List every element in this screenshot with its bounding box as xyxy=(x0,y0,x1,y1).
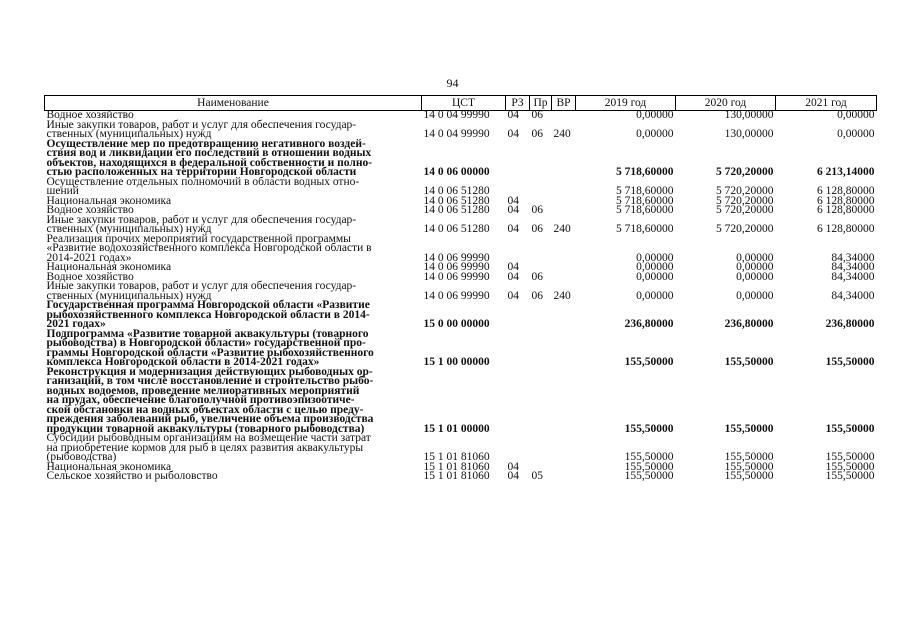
cell-rz xyxy=(506,330,530,368)
table-row xyxy=(45,121,877,140)
cell-2019: 236,80000 xyxy=(624,318,674,330)
cell-2019: 0,00000 xyxy=(636,109,674,121)
table-row xyxy=(45,216,877,235)
cell-vr xyxy=(552,197,576,207)
cell-2020: 0,00000 xyxy=(736,270,774,283)
cell-2019: 0,00000 xyxy=(636,289,674,302)
cell-2020: 155,50000 xyxy=(724,470,774,482)
cell-cst: 15 1 01 81060 xyxy=(423,470,490,482)
header-2020: 2020 год xyxy=(676,96,776,111)
page-number: 94 xyxy=(446,76,459,90)
cell-name: Государственная программа Новгородской области «Развитие рыбохозяйственного комплекса Новгородской области в 2014- 2021 годах» xyxy=(46,299,370,330)
cell-cst: 15 1 01 00000 xyxy=(423,422,490,435)
cell-rz xyxy=(506,301,530,330)
cell-rz xyxy=(506,434,530,463)
cell-vr xyxy=(552,235,576,264)
cell-2020: 0,00000 xyxy=(736,261,774,273)
cell-2021: 155,50000 xyxy=(825,356,875,368)
cell-2020: 0,00000 xyxy=(736,251,774,264)
cell-pr xyxy=(530,178,552,197)
cell-pr xyxy=(530,368,552,435)
cell-vr xyxy=(552,206,576,216)
cell-pr xyxy=(530,330,552,368)
cell-name: Реализация прочих мероприятий государственной программы «Развитие водохозяйственного комплекса Новгородской области в 2014-2021 годах» xyxy=(46,232,372,264)
table-row xyxy=(45,330,877,368)
table-row xyxy=(45,472,877,482)
cell-2019: 0,00000 xyxy=(636,261,674,273)
cell-2019: 5 718,60000 xyxy=(616,204,674,216)
cell-pr xyxy=(530,140,552,178)
cell-vr: 240 xyxy=(553,128,571,140)
cell-2020: 5 720,20000 xyxy=(716,194,774,207)
cell-cst: 15 1 01 81060 xyxy=(423,460,490,473)
cell-name: Водное хозяйство xyxy=(46,109,134,121)
cell-cst: 14 0 04 99990 xyxy=(423,128,490,140)
cell-2020: 155,50000 xyxy=(724,422,774,435)
cell-rz xyxy=(506,368,530,435)
cell-2021: 6 213,14000 xyxy=(817,166,875,178)
table-row xyxy=(45,178,877,197)
cell-cst: 15 0 00 00000 xyxy=(423,318,490,330)
cell-rz: 04 xyxy=(507,194,519,207)
header-rz: РЗ xyxy=(506,96,530,111)
cell-name: Иные закупки товаров, работ и услуг для обеспечения государ- ственных (муниципальных) нужд xyxy=(46,213,357,235)
cell-name: Водное хозяйство xyxy=(46,270,134,283)
cell-2019: 155,50000 xyxy=(624,422,674,435)
header-2019: 2019 год xyxy=(576,96,676,111)
cell-cst: 14 0 06 99990 xyxy=(423,251,490,264)
cell-rz: 04 xyxy=(507,270,519,283)
cell-vr xyxy=(552,111,576,121)
cell-2021: 155,50000 xyxy=(825,451,875,463)
cell-2019: 0,00000 xyxy=(636,270,674,283)
cell-pr: 06 xyxy=(531,128,543,140)
cell-2021: 155,50000 xyxy=(825,460,875,473)
cell-2020: 130,00000 xyxy=(724,109,774,121)
cell-2021: 84,34000 xyxy=(831,261,875,273)
cell-2019: 5 718,60000 xyxy=(616,223,674,235)
cell-2021: 84,34000 xyxy=(831,270,875,283)
cell-2020: 236,80000 xyxy=(724,318,774,330)
budget-table xyxy=(44,95,877,482)
cell-rz: 04 xyxy=(507,460,519,473)
cell-name: Водное хозяйство xyxy=(46,204,134,216)
header-cst: ЦСТ xyxy=(422,96,506,111)
cell-rz: 04 xyxy=(507,470,519,482)
cell-2019: 5 718,60000 xyxy=(616,194,674,207)
cell-name: Реконструкция и модернизация действующих рыбоводных ор- ганизаций, в том числе восстановление и строительство рыбо- водных водоемов, проведение мелиоративных мероприятий на прудах, обеспечение благополучной противоэпизоотиче- ской обстановки на водных объектах области с целью преду- преждения заболеваний рыб, увеличение объема производства продукции товарной аквакультуры (товарного рыбоводства) xyxy=(46,365,374,435)
cell-2019: 0,00000 xyxy=(636,251,674,264)
header-2021: 2021 год xyxy=(776,96,877,111)
cell-vr: 240 xyxy=(553,223,571,235)
cell-2020: 5 720,20000 xyxy=(716,185,774,197)
cell-pr xyxy=(530,235,552,264)
cell-2021: 6 128,80000 xyxy=(817,185,875,197)
cell-2020: 155,50000 xyxy=(724,460,774,473)
table-body xyxy=(45,111,877,482)
header-name: Наименование xyxy=(45,96,422,111)
cell-2019: 155,50000 xyxy=(624,470,674,482)
cell-pr: 06 xyxy=(531,204,543,216)
cell-cst: 14 0 06 51280 xyxy=(423,204,490,216)
cell-name: Осуществление отдельных полномочий в области водных отно- шений xyxy=(46,175,360,197)
cell-2020: 0,00000 xyxy=(736,289,774,302)
cell-pr xyxy=(530,434,552,463)
cell-cst: 14 0 06 99990 xyxy=(423,289,490,302)
cell-rz: 04 xyxy=(507,128,519,140)
cell-vr xyxy=(552,263,576,273)
cell-vr xyxy=(552,434,576,463)
cell-2020: 130,00000 xyxy=(724,128,774,140)
cell-2021: 6 128,80000 xyxy=(817,223,875,235)
cell-pr: 06 xyxy=(531,223,543,235)
cell-2020: 155,50000 xyxy=(724,451,774,463)
cell-rz: 04 xyxy=(507,223,519,235)
cell-vr xyxy=(552,178,576,197)
cell-vr xyxy=(552,140,576,178)
table-row xyxy=(45,235,877,264)
cell-name: Сельское хозяйство и рыболовство xyxy=(46,470,218,482)
cell-cst: 14 0 06 99990 xyxy=(423,261,490,273)
cell-pr: 06 xyxy=(531,289,543,302)
cell-cst: 14 0 06 51280 xyxy=(423,223,490,235)
header-vr: ВР xyxy=(552,96,576,111)
cell-rz: 04 xyxy=(507,289,519,302)
cell-vr xyxy=(552,273,576,283)
cell-rz xyxy=(506,140,530,178)
table-row xyxy=(45,301,877,330)
cell-vr: 240 xyxy=(553,289,571,302)
cell-name: Национальная экономика xyxy=(46,261,172,273)
cell-cst: 14 0 06 51280 xyxy=(423,194,490,207)
cell-vr xyxy=(552,330,576,368)
cell-pr: 06 xyxy=(531,109,543,121)
cell-name: Иные закупки товаров, работ и услуг для обеспечения государ- ственных (муниципальных) нужд xyxy=(46,118,357,140)
cell-2019: 5 718,60000 xyxy=(616,166,674,178)
cell-2020: 5 720,20000 xyxy=(716,223,774,235)
cell-2021: 155,50000 xyxy=(825,470,875,482)
cell-name: Национальная экономика xyxy=(46,194,172,207)
cell-2021: 0,00000 xyxy=(837,128,875,140)
cell-2021: 155,50000 xyxy=(825,422,875,435)
cell-rz: 04 xyxy=(507,109,519,121)
cell-2019: 0,00000 xyxy=(636,128,674,140)
cell-name: Национальная экономика xyxy=(46,460,172,473)
cell-cst: 15 1 01 81060 xyxy=(423,451,490,463)
cell-pr xyxy=(530,301,552,330)
cell-2019: 155,50000 xyxy=(624,451,674,463)
cell-pr: 06 xyxy=(531,270,543,283)
cell-2019: 155,50000 xyxy=(624,356,674,368)
cell-vr xyxy=(552,368,576,435)
cell-2021: 6 128,80000 xyxy=(817,204,875,216)
cell-cst: 15 1 00 00000 xyxy=(423,356,490,368)
cell-cst: 14 0 06 51280 xyxy=(423,185,490,197)
cell-rz xyxy=(506,235,530,264)
cell-2019: 5 718,60000 xyxy=(616,185,674,197)
cell-name: Осуществление мер по предотвращению негативного воздей- ствия вод и ликвидации его последствий в отношении водных объектов, находящихся в федеральной собственности и полно- стью расположенных на территории Новгородской области xyxy=(46,137,373,178)
cell-2020: 155,50000 xyxy=(724,356,774,368)
cell-name: Подпрограмма «Развитие товарной аквакультуры (товарного рыбоводства) в Новгородской области» государственной про- граммы Новгородской области «Развитие рыбохозяйственного комплекса Новгородской области в 2014-2021 годах» xyxy=(46,327,374,368)
cell-vr xyxy=(552,301,576,330)
cell-name: Иные закупки товаров, работ и услуг для обеспечения государ- ственных (муниципальных) нужд xyxy=(46,280,357,302)
cell-2020: 5 720,20000 xyxy=(716,204,774,216)
cell-rz xyxy=(506,178,530,197)
cell-cst: 14 0 06 99990 xyxy=(423,270,490,283)
cell-vr xyxy=(552,463,576,473)
cell-rz: 04 xyxy=(507,204,519,216)
cell-2021: 0,00000 xyxy=(837,109,875,121)
table-row xyxy=(45,434,877,463)
cell-2021: 236,80000 xyxy=(825,318,875,330)
cell-2021: 84,34000 xyxy=(831,289,875,302)
cell-vr xyxy=(552,472,576,482)
table-row xyxy=(45,368,877,435)
cell-name: Субсидии рыбоводным организациям на возмещение части затрат на приобретение кормов для рыб в целях развития аквакультуры (рыбоводства) xyxy=(46,432,371,463)
cell-rz: 04 xyxy=(507,261,519,273)
cell-2020: 5 720,20000 xyxy=(716,166,774,178)
header-pr: Пр xyxy=(530,96,552,111)
table-row xyxy=(45,140,877,178)
cell-2021: 84,34000 xyxy=(831,251,875,264)
cell-2019: 155,50000 xyxy=(624,460,674,473)
cell-cst: 14 0 04 99990 xyxy=(423,109,490,121)
cell-cst: 14 0 06 00000 xyxy=(423,166,490,178)
cell-2021: 6 128,80000 xyxy=(817,194,875,207)
cell-pr: 05 xyxy=(531,470,543,482)
